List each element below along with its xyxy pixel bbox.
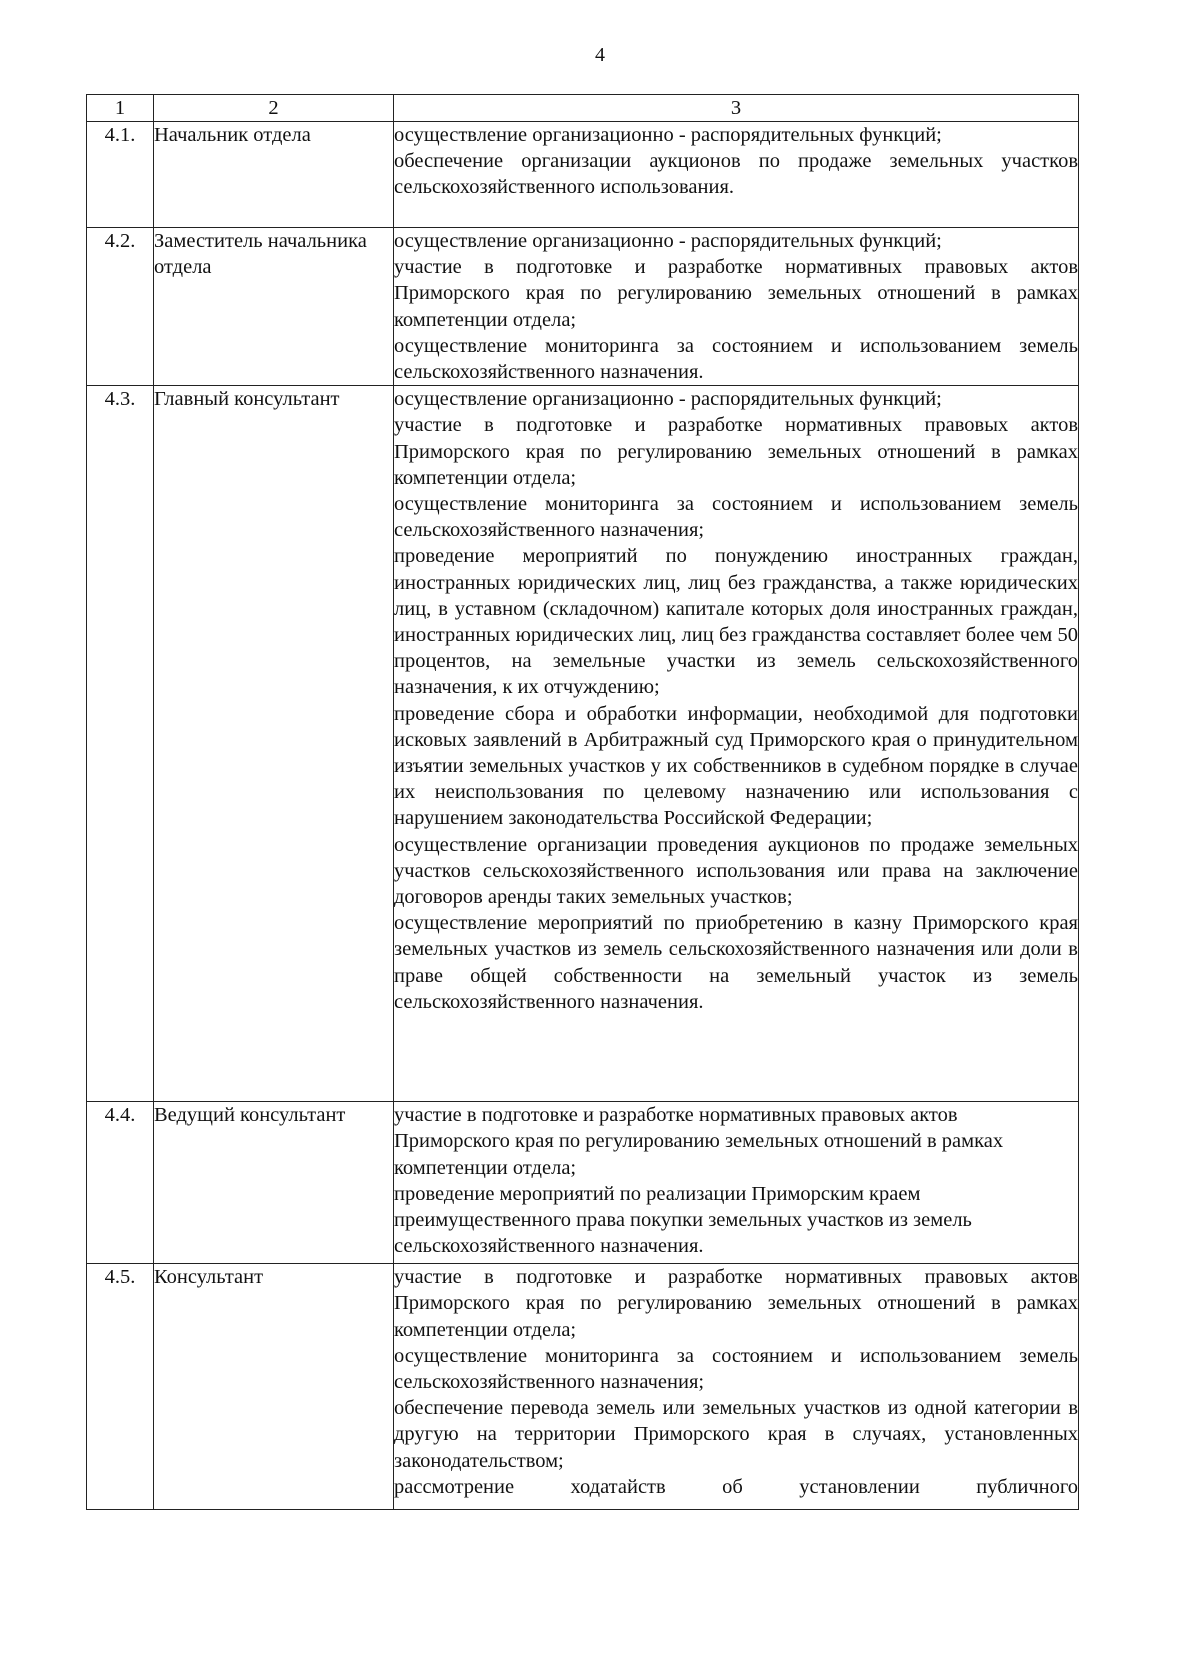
duty-item: проведение мероприятий по понуждению иностранных граждан, иностранных юридических лиц, лиц без гражданства, а также юридических лиц, в уставном (складочном) капитале которых доля иностранных граждан, иностранных юридических лиц, лиц без гражданства составляет более чем 50 процентов, на земельные участки из земель сельскохозяйственного назначения, к их отчуждению; (394, 545, 1078, 699)
duties-cell (394, 386, 1079, 1102)
duty-item: участие в подготовке и разработке нормативных правовых актов Приморского края по регулированию земельных отношений в рамках компетенции отдела; (394, 1104, 1004, 1179)
duty-item: участие в подготовке и разработке нормативных правовых актов Приморского края по регулированию земельных отношений в рамках компетенции отдела; (394, 1266, 1078, 1341)
duty-item: участие в подготовке и разработке нормативных правовых актов Приморского края по регулированию земельных отношений в рамках компетенции отдела; (394, 414, 1078, 489)
row-number: 4.1. (87, 122, 154, 228)
duty-item: обеспечение организации аукционов по продаже земельных участков сельскохозяйственного использования. (394, 150, 1078, 199)
column-header-3: 3 (394, 95, 1079, 122)
position-title: Начальник отдела (154, 122, 394, 228)
position-title: Заместитель начальника отдела (154, 228, 394, 386)
duty-item: участие в подготовке и разработке нормативных правовых актов Приморского края по регулированию земельных отношений в рамках компетенции отдела; (394, 256, 1078, 331)
duty-item: осуществление организационно - распорядительных функций; (394, 388, 942, 411)
duties-table (86, 94, 1079, 1510)
duties-cell (394, 1264, 1079, 1510)
column-header-2: 2 (154, 95, 394, 122)
table-row (87, 1264, 1079, 1510)
table-row (87, 1102, 1079, 1264)
duty-item: осуществление организации проведения аукционов по продаже земельных участков сельскохозяйственного использования или права на заключение договоров аренды таких земельных участков; (394, 833, 1078, 909)
duty-item: осуществление мероприятий по приобретению в казну Приморского края земельных участков из земель сельскохозяйственного назначения или доли в праве общей собственности на земельный участок из земель сельскохозяйственного назначения. (394, 912, 1078, 1013)
duty-item: проведение мероприятий по реализации Приморским краем преимущественного права покупки земельных участков из земель сельскохозяйственного назначения. (394, 1182, 972, 1258)
row-number: 4.2. (87, 228, 154, 386)
row-number: 4.3. (87, 386, 154, 1102)
duties-cell (394, 228, 1079, 386)
duty-item: обеспечение перевода земель или земельных участков из одной категории в другую на территории Приморского края в случаях, установленных законодательством; (394, 1397, 1078, 1472)
duty-item: осуществление мониторинга за состоянием и использованием земель сельскохозяйственного назначения; (394, 1344, 1078, 1394)
position-title: Консультант (154, 1264, 394, 1510)
table-row (87, 122, 1079, 228)
duty-item: осуществление организационно - распорядительных функций; (394, 230, 942, 252)
duties-cell (394, 122, 1079, 228)
duties-cell (394, 1102, 1079, 1264)
duty-item: рассмотрение ходатайств об установлении публичного (394, 1475, 1078, 1498)
table-header-row (87, 95, 1079, 122)
page-number: 4 (595, 44, 605, 66)
column-header-1: 1 (87, 95, 154, 122)
duty-item: осуществление мониторинга за состоянием и использованием земель сельскохозяйственного назначения. (394, 334, 1078, 384)
duty-item: проведение сбора и обработки информации, необходимой для подготовки исковых заявлений в Арбитражный суд Приморского края о принудительном изъятии земельных участков у их собственников в судебном порядке в случае их неиспользования по целевому назначению или использования с нарушением законодательства Российской Федерации; (394, 702, 1078, 830)
duty-item: осуществление организационно - распорядительных функций; (394, 124, 942, 146)
position-title: Главный консультант (154, 386, 394, 1102)
table-row (87, 228, 1079, 386)
row-number: 4.4. (87, 1102, 154, 1264)
table-row (87, 386, 1079, 1102)
row-number: 4.5. (87, 1264, 154, 1510)
duty-item: осуществление мониторинга за состоянием и использованием земель сельскохозяйственного назначения; (394, 493, 1078, 542)
position-title: Ведущий консультант (154, 1102, 394, 1264)
